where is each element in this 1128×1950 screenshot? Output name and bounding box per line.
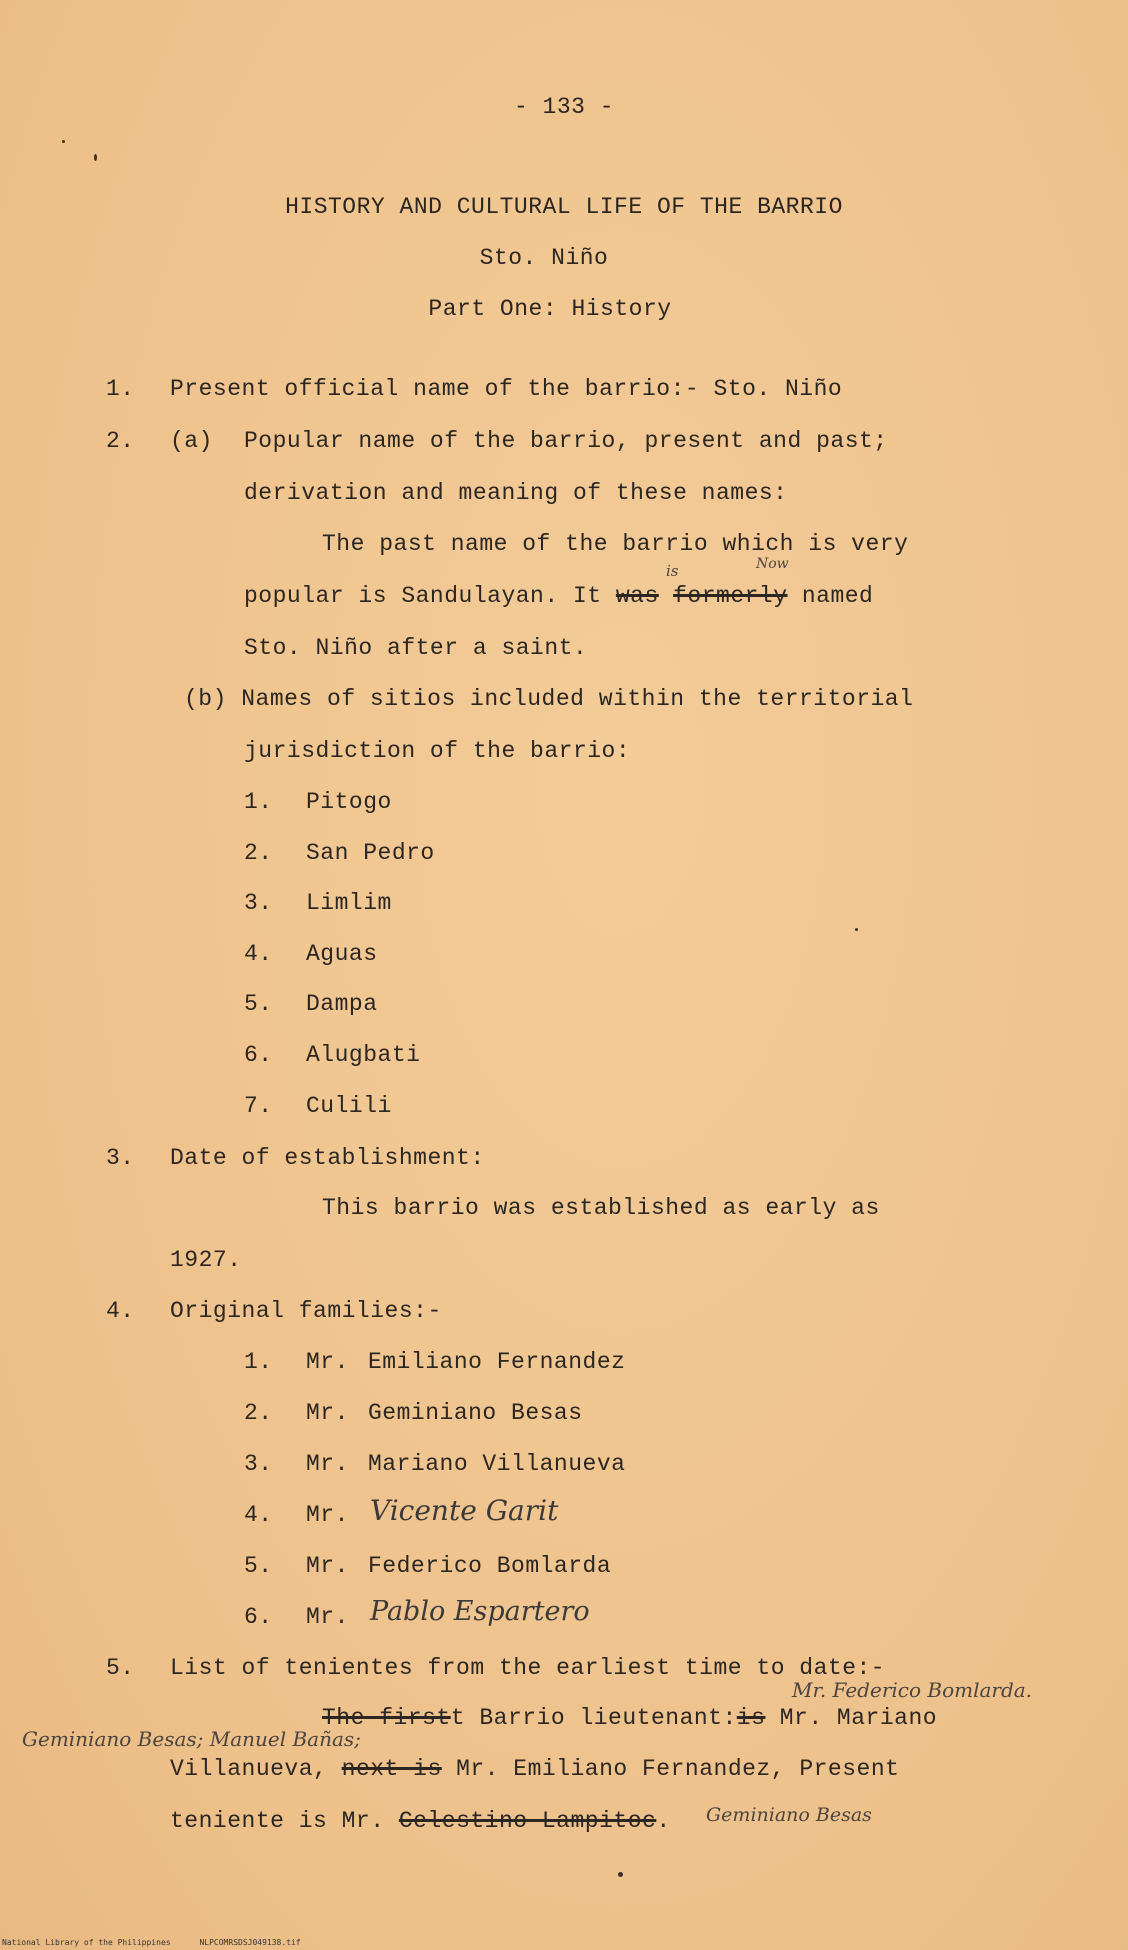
family-3-title: Mr. xyxy=(306,1451,349,1477)
family-3-name: Mariano Villanueva xyxy=(368,1451,626,1477)
q5-title: List of tenientes from the earliest time to date:- xyxy=(170,1655,886,1681)
q5-struck-next-is: next is xyxy=(341,1756,442,1782)
q2b-line1: (b) Names of sitios included within the territorial xyxy=(184,686,914,712)
handwritten-is: is xyxy=(666,562,679,580)
family-5-title: Mr. xyxy=(306,1553,349,1579)
sitio-6-number: 6. xyxy=(244,1042,273,1068)
sitio-5-name: Dampa xyxy=(306,991,378,1017)
q5-struck-is: is xyxy=(736,1705,766,1731)
family-2-number: 2. xyxy=(244,1400,273,1426)
q3-title: Date of establishment: xyxy=(170,1145,485,1171)
q5-line3-post: . xyxy=(656,1808,671,1834)
sitio-3-name: Limlim xyxy=(306,890,392,916)
family-2-name: Geminiano Besas xyxy=(368,1400,583,1426)
family-4-title: Mr. xyxy=(306,1502,349,1528)
family-1-title: Mr. xyxy=(306,1349,349,1375)
page-number: - 133 - xyxy=(513,94,615,120)
q2a-struck-was: was xyxy=(615,583,659,609)
q5-line1-post: Mr. Mariano xyxy=(779,1705,938,1731)
handwritten-insert-bomlarda: Mr. Federico Bomlarda. xyxy=(792,1678,1033,1702)
sitio-4-name: Aguas xyxy=(306,941,378,967)
q2b-line2: jurisdiction of the barrio: xyxy=(244,738,631,764)
q2a-label: (a) xyxy=(170,428,213,454)
family-1-name: Emiliano Fernandez xyxy=(368,1349,626,1375)
q5-number: 5. xyxy=(106,1655,135,1681)
family-6-handwritten-name: Pablo Espartero xyxy=(370,1596,590,1627)
q5-line2-pre: Villanueva, xyxy=(170,1756,328,1782)
ink-speck xyxy=(94,154,97,161)
q3-line2: 1927. xyxy=(170,1247,242,1273)
part-heading: Part One: History xyxy=(428,296,672,322)
q5-struck-the-first: The first xyxy=(322,1705,451,1731)
q5-struck-celestino: Celestino Lampitoc xyxy=(398,1808,657,1834)
sitio-4-number: 4. xyxy=(244,941,273,967)
q2a-line2: derivation and meaning of these names: xyxy=(244,480,788,506)
q1-number: 1. xyxy=(106,376,135,402)
barrio-name-heading: Sto. Niño xyxy=(479,245,609,271)
q3-line1: This barrio was established as early as xyxy=(322,1195,880,1221)
q5-line1-rest: t Barrio lieutenant xyxy=(450,1705,723,1731)
q2a-line4-post: named xyxy=(801,583,874,609)
handwritten-insert-besas: Geminiano Besas xyxy=(706,1804,872,1826)
family-5-name: Federico Bomlarda xyxy=(368,1553,612,1579)
q5-line2-post: Mr. Emiliano Fernandez, Present xyxy=(456,1756,900,1782)
family-1-number: 1. xyxy=(244,1349,273,1375)
sitio-7-name: Culili xyxy=(306,1093,392,1119)
q2a-line4 xyxy=(244,583,873,609)
q1-text: Present official name of the barrio:- Sto. Niño xyxy=(170,376,843,402)
family-3-number: 3. xyxy=(244,1451,273,1477)
family-2-title: Mr. xyxy=(306,1400,349,1426)
sitio-5-number: 5. xyxy=(244,991,273,1017)
handwritten-now: Now xyxy=(756,556,789,572)
q4-title: Original families:- xyxy=(170,1298,442,1324)
q2-number: 2. xyxy=(106,428,135,454)
q5-line2 xyxy=(170,1756,899,1782)
q3-number: 3. xyxy=(106,1145,135,1171)
sitio-1-name: Pitogo xyxy=(306,789,392,815)
q5-line1 xyxy=(322,1705,937,1731)
q4-number: 4. xyxy=(106,1298,135,1324)
sitio-2-name: San Pedro xyxy=(306,840,435,866)
q5-line3 xyxy=(170,1808,671,1834)
document-title: HISTORY AND CULTURAL LIFE OF THE BARRIO xyxy=(285,194,843,220)
family-6-title: Mr. xyxy=(306,1604,349,1630)
q2a-line3: The past name of the barrio which is very xyxy=(322,531,909,557)
family-4-number: 4. xyxy=(244,1502,273,1528)
sitio-1-number: 1. xyxy=(244,789,273,815)
family-6-number: 6. xyxy=(244,1604,273,1630)
q5-line1-colon: : xyxy=(722,1705,737,1731)
ink-speck xyxy=(618,1872,623,1877)
family-5-number: 5. xyxy=(244,1553,273,1579)
sitio-6-name: Alugbati xyxy=(306,1042,421,1068)
ink-speck xyxy=(62,140,65,143)
handwritten-insert-tenientes: Geminiano Besas; Manuel Bañas; xyxy=(22,1727,361,1751)
q2a-line5: Sto. Niño after a saint. xyxy=(244,635,588,661)
q2a-struck-formerly: formerly xyxy=(673,583,788,609)
q2a-line1: Popular name of the barrio, present and past; xyxy=(244,428,888,454)
scan-footer: National Library of the Philippines NLPCOMRSDSJ049138.tif xyxy=(2,1938,301,1947)
sitio-7-number: 7. xyxy=(244,1093,273,1119)
sitio-3-number: 3. xyxy=(244,890,273,916)
ink-speck xyxy=(855,928,858,931)
family-4-handwritten-name: Vicente Garit xyxy=(370,1494,559,1527)
q5-line3-pre: teniente is Mr. xyxy=(170,1808,385,1834)
sitio-2-number: 2. xyxy=(244,840,273,866)
q2a-line4-pre: popular is Sandulayan. It xyxy=(244,583,602,609)
